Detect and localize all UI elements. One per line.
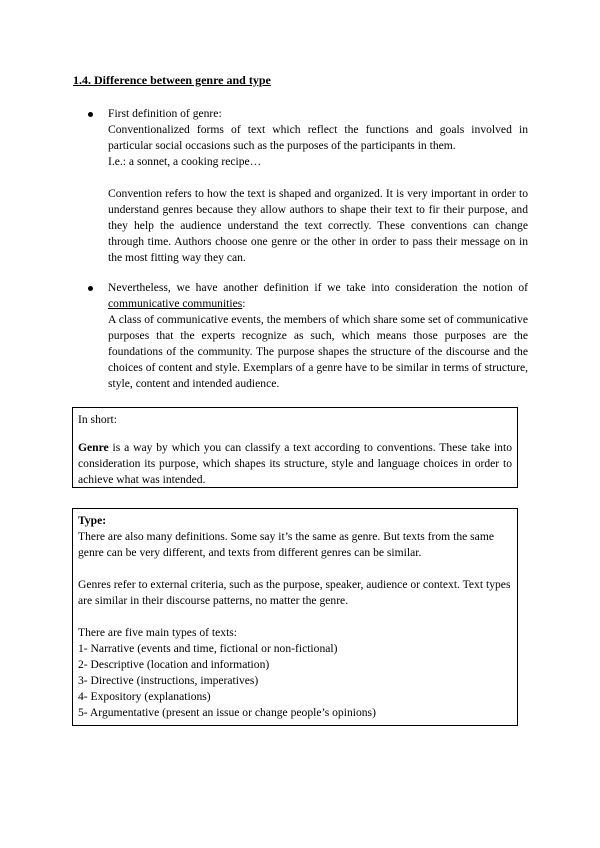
type-title: Type: [78, 514, 107, 527]
second-definition-intro: Nevertheless, we have another definition if we take into consideration the notion of communicative communities: [108, 281, 528, 310]
type-list-item: 2- Descriptive (location and information) [78, 658, 270, 671]
section-heading: 1.4. Difference between genre and type [73, 73, 271, 87]
bullet-dot [88, 286, 93, 291]
bullet-genre-definition-1 [108, 106, 528, 266]
second-definition-body: A class of communicative events, the members of which share some set of communicative purposes that the experts recognize as such, which means those purposes are the foundations of the community. The purpose shapes the structure of the discourse and the choices of content and style. Exemplars of a genre have to be similar in terms of structure, style, content and intended audience. [108, 313, 528, 390]
in-short-box [72, 407, 518, 488]
genre-definition-text: Conventionalized forms of text which reflect the functions and goals involved in particular social occasions such as the purposes of the participants in them. [108, 123, 528, 152]
genre-example: I.e.: a sonnet, a cooking recipe… [108, 155, 262, 168]
type-box [72, 508, 518, 726]
genre-bold-word: Genre [78, 441, 109, 454]
bullet-genre-definition-2 [108, 280, 528, 392]
type-list-item: 4- Expository (explanations) [78, 690, 211, 703]
communicative-communities-term: communicative communities [108, 297, 243, 310]
in-short-text: Genre is a way by which you can classify a text according to conventions. These take into consideration its purpose, which shapes its structure, style and language choices in order to achieve what was intended. [78, 441, 512, 486]
type-paragraph-2: Genres refer to external criteria, such as the purpose, speaker, audience or context. Text types are similar in their discourse patterns, no matter the genre. [78, 578, 511, 607]
type-list-item: 3- Directive (instructions, imperatives) [78, 674, 259, 687]
type-list-item: 5- Argumentative (present an issue or change people’s opinions) [78, 706, 376, 719]
convention-paragraph: Convention refers to how the text is shaped and organized. It is very important in order to understand genres because they allow authors to shape their text to fir their purpose, and they help the audience understand the text correctly. These conventions can change through time. Authors choose one genre or the other in order to pass their message on in the most fitting way they can. [108, 187, 528, 264]
type-list-item: 1- Narrative (events and time, fictional or non-fictional) [78, 642, 338, 655]
bullet-title: First definition of genre: [108, 107, 222, 120]
bullet-dot [88, 112, 93, 117]
in-short-label: In short: [78, 413, 117, 426]
type-paragraph-1: There are also many definitions. Some say it’s the same as genre. But texts from the same genre can be very different, and texts from different genres can be similar. [78, 530, 494, 559]
type-list-intro: There are five main types of texts: [78, 626, 238, 639]
